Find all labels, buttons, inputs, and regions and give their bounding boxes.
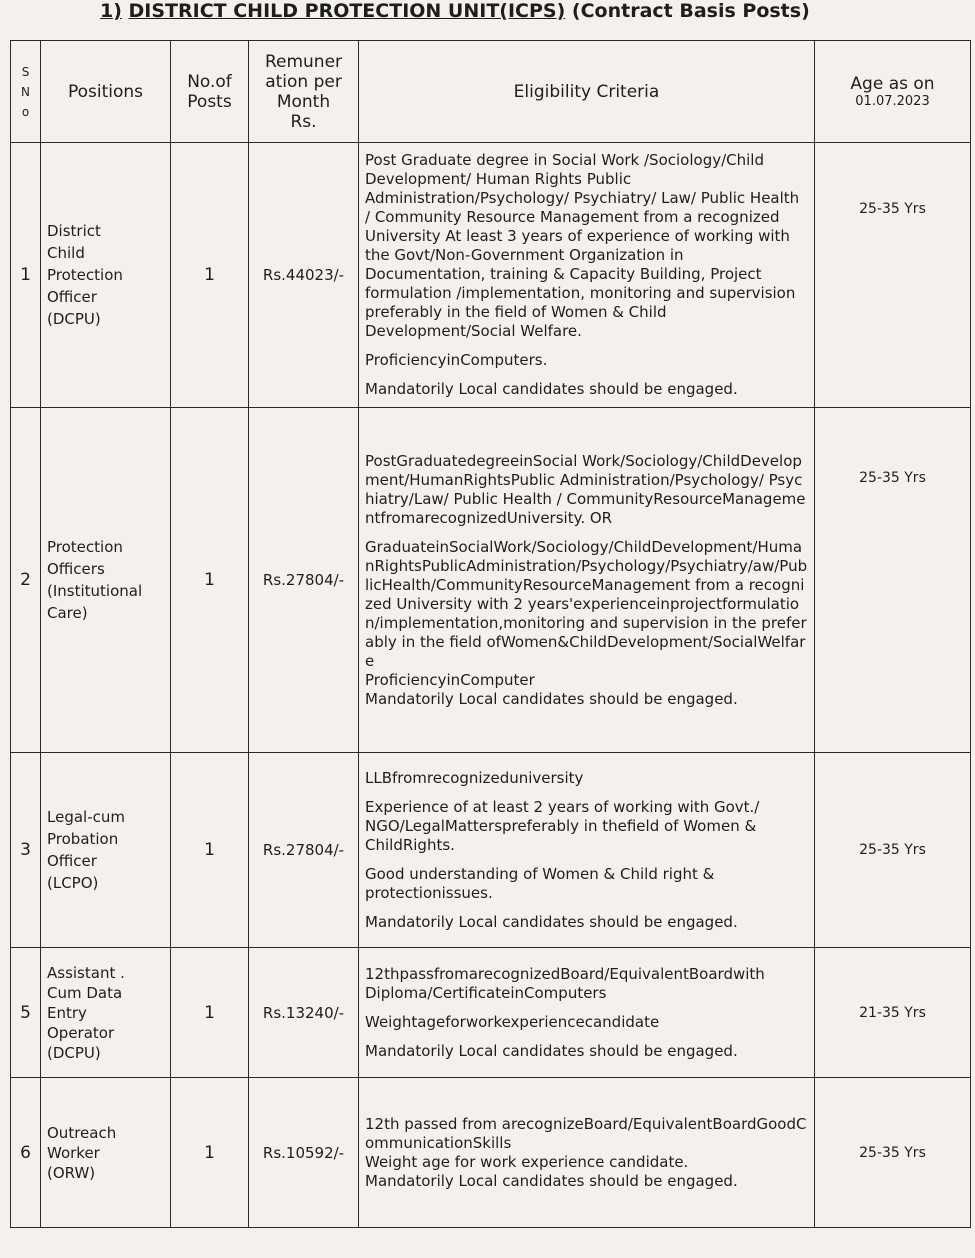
- criteria-text: Experience of at least 2 years of working with Govt./ NGO/LegalMatterspreferably in thefield of Women & ChildRights.: [365, 797, 760, 854]
- header-criteria: Eligibility Criteria: [359, 41, 815, 143]
- criteria-text: Mandatorily Local candidates should be engaged.: [365, 380, 738, 398]
- row-pay: Rs.27804/-: [249, 753, 359, 948]
- row-criteria: [359, 1078, 815, 1228]
- row-posts: 1: [171, 408, 249, 753]
- row-position: Assistant . Cum Data Entry Operator (DCPU): [41, 948, 171, 1078]
- criteria-text: 12th passed from arecognizeBoard/EquivalentBoardGoodCommunicationSkills: [365, 1114, 807, 1152]
- table-row: [11, 948, 971, 1078]
- criteria-text: Weightageforworkexperiencecandidate: [365, 1012, 660, 1031]
- row-pay: Rs.13240/-: [249, 948, 359, 1078]
- criteria-text: Mandatorily Local candidates should be engaged.: [365, 689, 738, 708]
- row-posts: 1: [171, 1078, 249, 1228]
- row-criteria: [359, 408, 815, 753]
- row-position: Legal-cum Probation Officer (LCPO): [41, 753, 171, 948]
- criteria-text: Mandatorily Local candidates should be engaged.: [365, 1171, 738, 1190]
- row-posts: 1: [171, 753, 249, 948]
- criteria-text: GraduateinSocialWork/Sociology/ChildDevelopment/HumanRightsPublicAdministration/Psychology/Psychiatry/aw/PublicHealth/CommunityResourceManagement from a recognized University with 2 years'experienceinprojectformulation/implementation,monitoring and supervision in the preferably in the field ofWomen&ChildDevelopment/SocialWelfare: [365, 537, 808, 670]
- table-row: [11, 753, 971, 948]
- row-age: 25-35 Yrs: [815, 1078, 971, 1228]
- table-row: [11, 143, 971, 408]
- criteria-text: PostGraduatedegreeinSocial Work/Sociology/ChildDevelopment/HumanRightsPublic Administration/Psychology/ Psychiatry/Law/ Public Health / CommunityResourceManagementfromarecognizedUniversity. OR: [365, 451, 806, 527]
- header-sno: S N o: [11, 41, 41, 143]
- row-posts: 1: [171, 143, 249, 408]
- section-heading: [100, 0, 900, 22]
- criteria-text: 12thpassfromarecognizedBoard/EquivalentBoardwith Diploma/CertificateinComputers: [365, 964, 765, 1002]
- row-pay: Rs.10592/-: [249, 1078, 359, 1228]
- row-age: 25-35 Yrs: [815, 143, 971, 408]
- header-posts: No.of Posts: [171, 41, 249, 143]
- row-position: Protection Officers (Institutional Care): [41, 408, 171, 753]
- row-position: Outreach Worker (ORW): [41, 1078, 171, 1228]
- row-sno: 2: [11, 408, 41, 753]
- criteria-text: Weight age for work experience candidate.: [365, 1152, 689, 1171]
- row-pay: Rs.27804/-: [249, 408, 359, 753]
- header-row: [11, 41, 971, 143]
- heading-subtitle: (Contract Basis Posts): [571, 0, 810, 22]
- heading-title: DISTRICT CHILD PROTECTION UNIT(ICPS): [128, 0, 566, 22]
- header-positions: Positions: [41, 41, 171, 143]
- row-criteria: [359, 948, 815, 1078]
- row-age: 25-35 Yrs: [815, 408, 971, 753]
- posts-table: [10, 40, 971, 1228]
- row-criteria: [359, 753, 815, 948]
- row-posts: 1: [171, 948, 249, 1078]
- row-sno: 3: [11, 753, 41, 948]
- criteria-text: LLBfromrecognizeduniversity: [365, 768, 584, 787]
- criteria-text: ProficiencyinComputer: [365, 670, 535, 689]
- table-row: [11, 408, 971, 753]
- row-sno: 6: [11, 1078, 41, 1228]
- row-age: 21-35 Yrs: [815, 948, 971, 1078]
- header-remuneration: Remuner ation per Month Rs.: [249, 41, 359, 143]
- row-sno: 5: [11, 948, 41, 1078]
- table-row: [11, 1078, 971, 1228]
- row-criteria: [359, 143, 815, 408]
- row-pay: Rs.44023/-: [249, 143, 359, 408]
- criteria-text: Post Graduate degree in Social Work /Sociology/Child Development/ Human Rights Public Administration/Psychology/ Psychiatry/ Law/ Public Health / Community Resource Management from a recognized University At least 3 years of experience of working with the Govt/Non-Government Organization in Documentation, training & Capacity Building, Project formulation /implementation, monitoring and supervision preferably in the field of Women & Child Development/Social Welfare.: [365, 151, 800, 340]
- row-age: 25-35 Yrs: [815, 753, 971, 948]
- criteria-text: Good understanding of Women & Child right & protectionissues.: [365, 864, 715, 902]
- row-sno: 1: [11, 143, 41, 408]
- heading-number: 1): [100, 0, 122, 22]
- row-position: District Child Protection Officer (DCPU): [41, 143, 171, 408]
- criteria-text: Mandatorily Local candidates should be engaged.: [365, 1041, 738, 1060]
- criteria-text: Mandatorily Local candidates should be engaged.: [365, 912, 738, 931]
- criteria-text: ProficiencyinComputers.: [365, 351, 548, 369]
- header-age: Age as on 01.07.2023: [815, 41, 971, 143]
